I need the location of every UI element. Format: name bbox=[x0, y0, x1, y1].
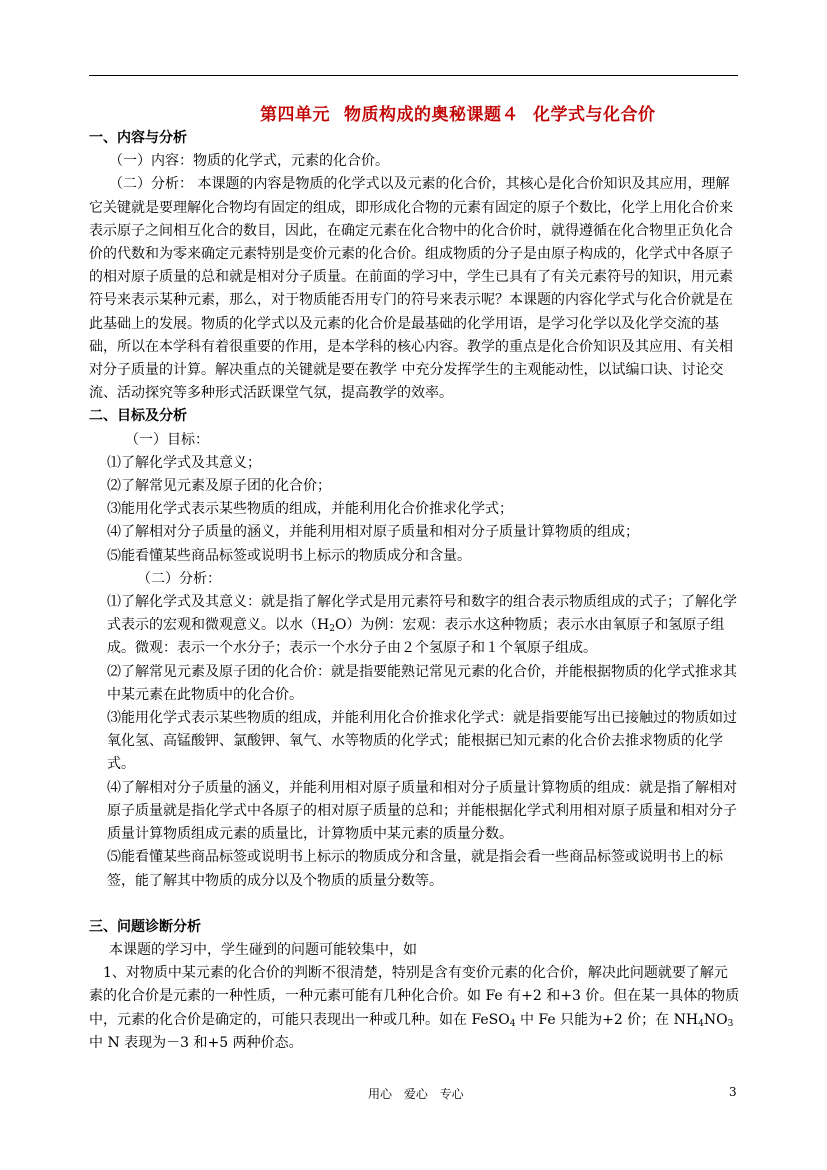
problem-text-b: 中 Fe 只能为+2 价；在 NH bbox=[515, 1011, 699, 1028]
goal-item: ⑸能看懂某些商品标签或说明书上标示的物质成分和含量。 bbox=[107, 547, 471, 564]
sulfate-subscript: 4 bbox=[509, 1018, 516, 1029]
title-subject: 化学式与化合价 bbox=[533, 105, 656, 125]
goals-label: （一）目标： bbox=[125, 431, 209, 448]
goal-item: ⑶能用化学式表示某些物质的组成，并能利用化合价推求化学式； bbox=[107, 501, 513, 518]
ammonium-subscript: 4 bbox=[698, 1018, 704, 1029]
analysis-item-4: ⑷了解相对分子质量的涵义，并能利用相对原子质量和相对分子质量计算物质的组成：就是指了解相对原子质量就是指化学式中各原子的相对原子质量的总和；并能根据化学式利用相对原子质量和相对分子质量计算物质组成元素的质量比，计算物质中某元素的质量分数。 bbox=[107, 779, 737, 843]
analysis-label: （二）分析： bbox=[137, 570, 221, 587]
analysis-item-2: ⑵了解常见元素及原子团的化合价：就是指要能熟记常见元素的化合价，并能根据物质的化学式推求其中某元素在此物质中的化合价。 bbox=[107, 663, 737, 703]
goal-item: ⑷了解相对分子质量的涵义，并能利用相对原子质量和相对分子质量计算物质的组成； bbox=[107, 524, 639, 541]
analysis-paragraph: （二）分析： 本课题的内容是物质的化学式以及元素的化合价，其核心是化合价知识及其应用，理解它关键就是要理解化合物均有固定的组成，即形成化合物的元素有固定的原子个数比，化学上用化合价来表示原子之间相互化合的数目，因此，在确定元素在化合物中的化合价时，就得遵循在化合物里正负化合价的代数和为零来确定元素特别是变价元素的化合价。组成物质的分子是由原子构成的，化学式中各原子的相对原子质量的总和就是相对分子质量。在前面的学习中，学生已具有了有关元素符号的知识，用元素符号来表示某种元素，那么，对于物质能否用专门的符号来表示呢？本课题的内容化学式与化合价就是在此基础上的发展。物质的化学式以及元素的化合价是最基础的化学用语，是学习化学以及化学交流的基础，所以在本学科有着很重要的作用，是本学科的核心内容。教学的重点是化合价知识及其应用、有关相对分子质量的计算。解决重点的关键就是要在教学 中充分发挥学生的主观能动性，以试编口诀、讨论交流、活动探究等多种形式活跃课堂气氛，提高教学的效率。 bbox=[89, 176, 733, 402]
content-paragraph: （一）内容：物质的化学式，元素的化合价。 bbox=[109, 153, 389, 170]
problems-intro: 本课题的学习中，学生碰到的问题可能较集中，如 bbox=[109, 941, 417, 958]
document-body bbox=[89, 127, 741, 1055]
page-number: 3 bbox=[729, 1085, 737, 1099]
problem-text-c: NO bbox=[703, 1011, 728, 1028]
problem-text-a: 1、对物质中某元素的化合价的判断不很清楚，特别是含有变价元素的化合价，解决此问题就要了解元素的化合价是元素的一种性质，一种元素可能有几种化合价。如 Fe 有+2 和+3 价。但在某一具体的物质中，元素的化合价是确定的，可能只表现出一种或几种。如在 FeSO bbox=[89, 965, 740, 1028]
water-subscript: 2 bbox=[329, 624, 335, 635]
analysis-item-1-pre: ⑴了解化学式及其意义：就是指了解化学式是用元素符号和数字的组合表示物质组成的式子；了解化学式表示的宏观和微观意义。以水（H bbox=[107, 594, 737, 634]
analysis-item-3: ⑶能用化学式表示某些物质的组成，并能利用化合价推求化学式：就是指要能写出已接触过的物质如过氧化氢、高锰酸钾、氯酸钾、氧气、水等物质的化学式；能根据已知元素的化合价去推求物质的化学式。 bbox=[107, 710, 737, 773]
goal-item: ⑵了解常见元素及原子团的化合价； bbox=[107, 478, 331, 495]
problem-item-1 bbox=[89, 962, 741, 1055]
header-rule bbox=[89, 75, 738, 76]
analysis-item-5: ⑸能看懂某些商品标签或说明书上标示的物质成分和含量，就是指会看一些商品标签或说明书上的标签，能了解其中物质的成分以及个物质的质量分数等。 bbox=[107, 849, 723, 889]
title-topic: 物质构成的奥秘课题４ bbox=[344, 105, 519, 125]
footer-motto: 用心 爱心 专心 bbox=[368, 1087, 464, 1101]
page-title bbox=[260, 100, 670, 125]
analysis-item-1-post: O）为例：宏观：表示水这种物质；表示水由氧原子和氢原子组成。微观：表示一个水分子；表示一个水分子由２个氢原子和１个氧原子组成。 bbox=[107, 617, 725, 657]
goal-item: ⑴了解化学式及其意义； bbox=[107, 454, 261, 471]
section-heading-goals: 二、目标及分析 bbox=[89, 408, 187, 425]
problem-text-d: 中 N 表现为－3 和+5 两种价态。 bbox=[89, 1034, 303, 1051]
section-heading-problems: 三、问题诊断分析 bbox=[89, 918, 201, 935]
nitrate-subscript: 3 bbox=[727, 1018, 734, 1029]
section-gap bbox=[89, 893, 741, 916]
title-unit: 第四单元 bbox=[260, 105, 330, 125]
analysis-item-1 bbox=[89, 591, 741, 661]
section-heading-content: 一、内容与分析 bbox=[89, 130, 187, 146]
